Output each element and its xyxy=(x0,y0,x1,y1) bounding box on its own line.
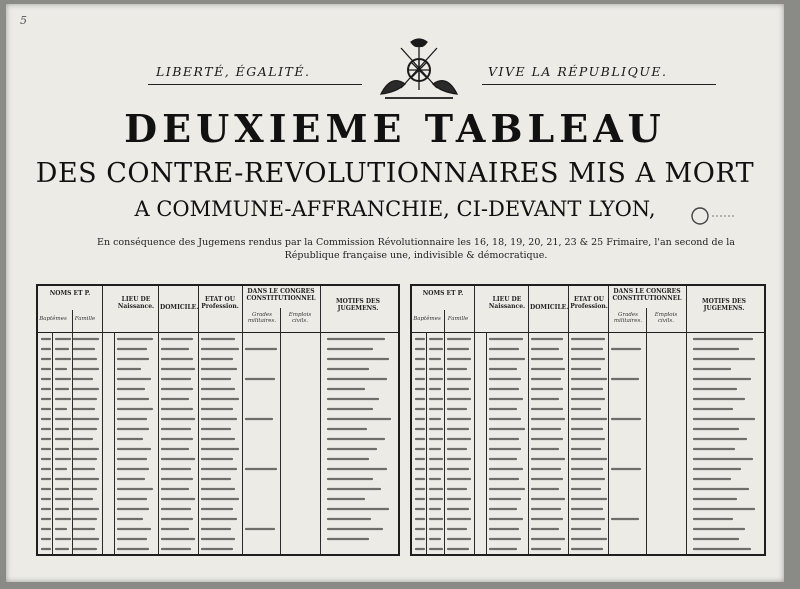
entry-lines xyxy=(412,333,760,553)
header-baptemes: Baptêmes xyxy=(39,316,67,322)
header-etat: ETAT OU Profession. xyxy=(201,296,239,310)
header-famille: Famille xyxy=(447,316,469,322)
republican-emblem-icon xyxy=(371,38,467,102)
header-grades-militaires: Grades militaires. xyxy=(613,312,643,324)
header-domicile: DOMICILE. xyxy=(530,304,569,311)
header-grades-militaires: Grades militaires. xyxy=(247,312,277,324)
header-emplois-civils: Emplois civils. xyxy=(654,312,678,324)
header-lieu: LIEU DE Naissance. xyxy=(488,296,526,310)
header-noms: NOMS ET P. xyxy=(422,290,464,297)
motto-left: LIBERTÉ, ÉGALITÉ. xyxy=(156,64,311,79)
header-etat: ETAT OU Profession. xyxy=(570,296,608,310)
place-line: A COMMUNE-AFFRANCHIE, CI-DEVANT LYON, xyxy=(134,197,656,221)
header-famille: Famille xyxy=(74,316,96,322)
header-grades: DANS LE CONGRES CONSTITUTIONNEL xyxy=(246,288,316,302)
header-motifs: MOTIFS DES JUGEMENS. xyxy=(702,298,746,312)
header-emplois-civils: Emplois civils. xyxy=(288,312,312,324)
table-header xyxy=(412,286,764,333)
page-subtitle: DES CONTRE-REVOLUTIONNAIRES MIS A MORT xyxy=(35,158,755,189)
preamble-text: En conséquence des Jugemens rendus par la Commission Révolutionnaire les 16, 18, 19, 20, 21, 23 & 25 Frimaire, l'an second de la République française une, indivisible & démocratique. xyxy=(97,237,735,261)
header-lieu: LIEU DE Naissance. xyxy=(117,296,155,310)
header-grades: DANS LE CONGRES CONSTITUTIONNEL xyxy=(612,288,682,302)
entry-lines xyxy=(38,333,394,553)
table-body xyxy=(38,333,398,554)
folio-number: 5 xyxy=(20,14,27,27)
table-body xyxy=(412,333,764,554)
table-header xyxy=(38,286,398,333)
page-title: DEUXIEME TABLEAU xyxy=(124,106,666,151)
motto-rule-right xyxy=(482,84,716,85)
header-baptemes: Baptêmes xyxy=(413,316,441,322)
header-noms: NOMS ET P. xyxy=(49,290,91,297)
library-stamp-icon xyxy=(690,207,738,225)
header-domicile: DOMICILE. xyxy=(160,304,199,311)
header-motifs: MOTIFS DES JUGEMENS. xyxy=(336,298,380,312)
motto-right: VIVE LA RÉPUBLIQUE. xyxy=(488,64,668,79)
motto-rule-left xyxy=(148,84,362,85)
executions-table-right xyxy=(410,284,766,556)
executions-table-left xyxy=(36,284,400,556)
poster-sheet xyxy=(6,4,784,582)
